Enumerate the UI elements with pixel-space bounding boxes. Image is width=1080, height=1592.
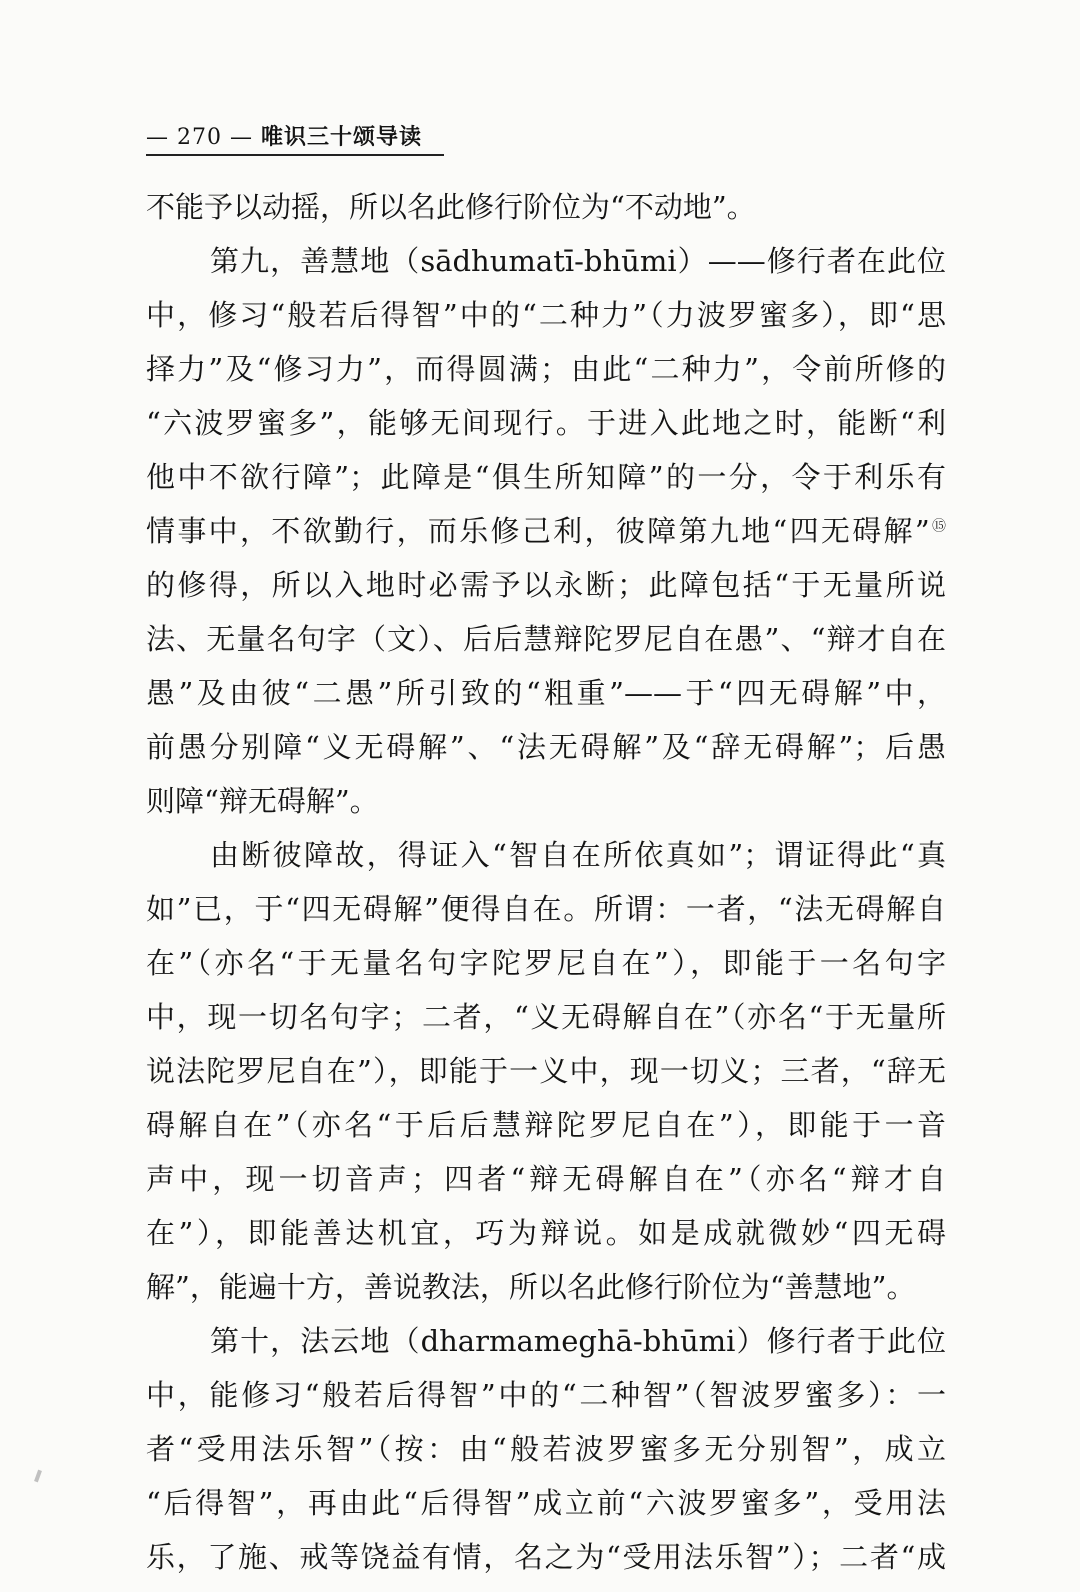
text-line: 在”（亦名“于无量名句字陀罗尼自在”），即能于一名句字: [146, 946, 946, 980]
text-line: 中，修习“般若后得智”中的“二种力”（力波罗蜜多），即“思: [146, 298, 946, 332]
text-line: 者“受用法乐智”（按：由“般若波罗蜜多无分别智”，成立: [146, 1432, 946, 1466]
text-line: 中，能修习“般若后得智”中的“二种智”（智波罗蜜多）：一: [146, 1378, 946, 1412]
text-line: 碍解自在”（亦名“于后后慧辩陀罗尼自在”），即能于一音: [146, 1108, 946, 1142]
book-title: 唯识三十颂导读: [260, 125, 422, 150]
text-line: 则障“辩无碍解”。: [146, 784, 379, 818]
scan-speck: [34, 1470, 42, 1483]
text-line: 愚”及由彼“二愚”所引致的“粗重”——于“四无碍解”中，: [146, 676, 946, 710]
text-line: 不能予以动摇，所以名此修行阶位为“不动地”。: [146, 190, 756, 224]
running-head: [146, 120, 446, 160]
text-line: 第十，法云地（dharmameghā-bhūmi）修行者于此位: [210, 1324, 946, 1358]
text-line: 解”，能遍十方，善说教法，所以名此修行阶位为“善慧地”。: [146, 1270, 916, 1304]
footnote-marker: ⑮: [929, 518, 947, 535]
text-line: 在”），即能善达机宜，巧为辩说。如是成就微妙“四无碍: [146, 1216, 946, 1250]
text-line: 如”已，于“四无碍解”便得自在。所谓：一者，“法无碍解自: [146, 892, 946, 926]
page-number: — 270 —: [146, 125, 253, 150]
text-line: 说法陀罗尼自在”），即能于一义中，现一切义；三者，“辞无: [146, 1054, 946, 1088]
text-line: 乐，了施、戒等饶益有情，名之为“受用法乐智”）；二者“成: [146, 1540, 946, 1574]
text-line: “后得智”，再由此“后得智”成立前“六波罗蜜多”，受用法: [146, 1486, 946, 1520]
text-line: 他中不欲行障”；此障是“俱生所知障”的一分，令于利乐有: [146, 460, 946, 494]
header-rule: [146, 154, 444, 156]
body-text: [146, 180, 946, 1584]
text-line: 第九，善慧地（sādhumatī-bhūmi）——修行者在此位: [210, 244, 946, 278]
text-line: 择力”及“修习力”，而得圆满；由此“二种力”，令前所修的: [146, 352, 946, 386]
text-line: 情事中，不欲勤行，而乐修己利，彼障第九地“四无碍解”: [146, 514, 930, 548]
text-line: 由断彼障故，得证入“智自在所依真如”；谓证得此“真: [210, 838, 946, 872]
text-line: 法、无量名句字（文）、后后慧辩陀罗尼自在愚”、“辩才自在: [146, 622, 946, 656]
text-line: 前愚分别障“义无碍解”、“法无碍解”及“辞无碍解”；后愚: [146, 730, 946, 764]
text-line: 的修得，所以入地时必需予以永断；此障包括“于无量所说: [146, 568, 946, 602]
text-line: 中，现一切名句字；二者，“义无碍解自在”（亦名“于无量所: [146, 1000, 946, 1034]
text-line-with-footnote: [146, 504, 946, 558]
text-line: 声中，现一切音声；四者“辩无碍解自在”（亦名“辩才自: [146, 1162, 946, 1196]
text-line: “六波罗蜜多”，能够无间现行。于进入此地之时，能断“利: [146, 406, 946, 440]
